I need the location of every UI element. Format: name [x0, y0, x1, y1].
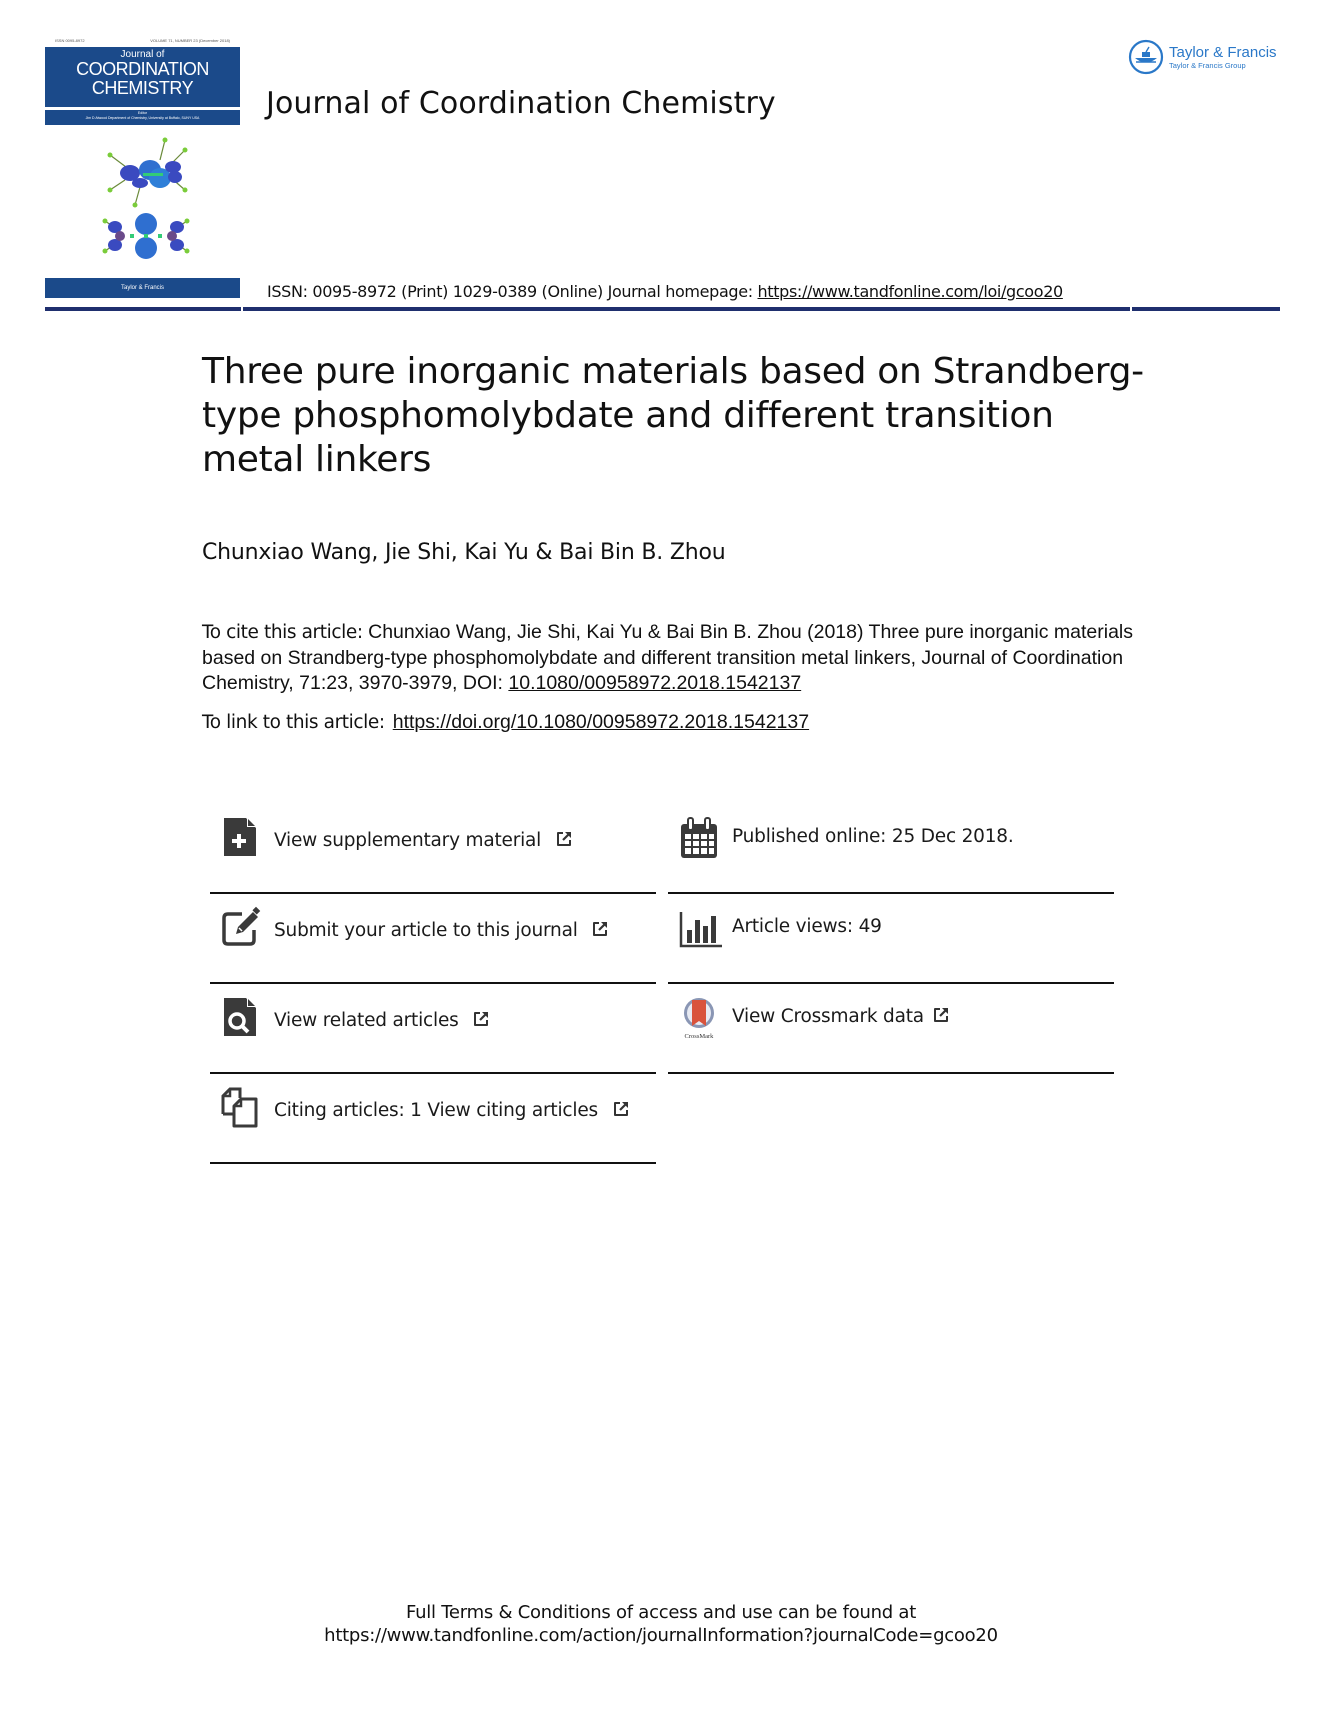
- cover-issn: ISSN 0095-8972: [55, 38, 85, 43]
- actions-left-column: [210, 804, 656, 1164]
- info-article-views: [668, 894, 1114, 984]
- divider-gap: [241, 307, 243, 311]
- divider-gap: [1130, 307, 1132, 311]
- external-link-icon: [472, 1010, 490, 1028]
- taylor-francis-lamp-icon: [1128, 39, 1164, 75]
- actions-right-column: [668, 804, 1114, 1074]
- cover-editor-name: Jim D Atwood Department of Chemistry, University at Buffalo, SUNY USA: [85, 116, 200, 120]
- external-link-icon: [591, 920, 609, 938]
- cover-editor-label: Editor: [137, 111, 148, 115]
- molecule-illustration-icon: [45, 125, 240, 275]
- cover-volume: VOLUME 71, NUMBER 23 (December 2018): [150, 38, 230, 43]
- cover-editor-band: [45, 110, 240, 125]
- bar-chart-icon: [678, 906, 722, 950]
- crossmark-badge: CrossMark: [684, 1033, 714, 1040]
- action-label: Submit your article to this journal: [274, 920, 609, 941]
- terms-url[interactable]: https://www.tandfonline.com/action/journalInformation?journalCode=gcoo20: [324, 1625, 998, 1646]
- citation-block: [202, 620, 1162, 697]
- terms-line: Full Terms & Conditions of access and use can be found at: [405, 1602, 917, 1623]
- terms-footer: [0, 1601, 1322, 1647]
- cover-journal-line2: CHEMISTRY: [91, 78, 194, 98]
- cover-meta: [45, 38, 240, 47]
- cite-text: Chunxiao Wang, Jie Shi, Kai Yu & Bai Bin B. Zhou (2018) Three pure inorganic materials based on Strandberg-type phosphomolybdate and different transition metal linkers, Journal of Coordination Chemistry, 71:23, 3970-3979, DOI:: [202, 621, 1133, 694]
- article-authors: Chunxiao Wang, Jie Shi, Kai Yu & Bai Bin B. Zhou: [202, 540, 726, 565]
- action-label: View supplementary material: [274, 830, 573, 851]
- cite-label: To cite this article:: [202, 622, 363, 643]
- external-link-icon: [932, 1006, 950, 1024]
- action-label: View Crossmark data: [732, 1006, 950, 1027]
- action-label: Citing articles: 1 View citing articles: [274, 1100, 630, 1121]
- publisher-group: Taylor & Francis Group: [1169, 60, 1246, 70]
- cover-molecule-image: [45, 125, 240, 265]
- publisher-logo[interactable]: [1128, 39, 1277, 75]
- cover-title-band: [45, 47, 240, 107]
- action-view-crossmark[interactable]: [668, 984, 1114, 1074]
- link-label: To link to this article:: [202, 712, 385, 733]
- article-title: Three pure inorganic materials based on Strandberg-type phosphomolybdate and different transition metal linkers: [202, 351, 1144, 480]
- external-link-icon: [555, 830, 573, 848]
- crossmark-icon: [678, 996, 722, 1040]
- file-search-icon: [220, 996, 264, 1040]
- copy-icon: [220, 1086, 264, 1130]
- publisher-name: Taylor & Francis: [1169, 43, 1277, 61]
- action-view-supplementary[interactable]: [210, 804, 656, 894]
- cover-publisher-band: [45, 278, 240, 298]
- journal-cover: [45, 38, 240, 300]
- file-plus-icon: [220, 816, 264, 860]
- article-views: Article views: 49: [732, 916, 882, 937]
- external-link-icon: [612, 1100, 630, 1118]
- journal-homepage-link[interactable]: https://www.tandfonline.com/loi/gcoo20: [757, 282, 1063, 301]
- issn-text: ISSN: 0095-8972 (Print) 1029-0389 (Online) Journal homepage:: [267, 282, 758, 301]
- calendar-icon: [678, 816, 722, 860]
- article-doi-url-link[interactable]: https://doi.org/10.1080/00958972.2018.1542137: [392, 711, 810, 733]
- action-view-related[interactable]: [210, 984, 656, 1074]
- edit-icon: [220, 906, 264, 950]
- header-divider: [45, 307, 1280, 311]
- published-date: Published online: 25 Dec 2018.: [732, 826, 1014, 847]
- issn-line: [267, 282, 1063, 301]
- cover-publisher: Taylor & Francis: [120, 285, 164, 291]
- cover-journal-line1: COORDINATION: [76, 59, 209, 79]
- info-published-online: [668, 804, 1114, 894]
- action-submit-article[interactable]: [210, 894, 656, 984]
- article-link-line: [202, 711, 809, 734]
- cover-journal-of: Journal of: [120, 49, 165, 60]
- action-citing-articles[interactable]: [210, 1074, 656, 1164]
- doi-link[interactable]: 10.1080/00958972.2018.1542137: [508, 672, 802, 694]
- journal-title: Journal of Coordination Chemistry: [266, 86, 776, 121]
- action-label: View related articles: [274, 1010, 490, 1031]
